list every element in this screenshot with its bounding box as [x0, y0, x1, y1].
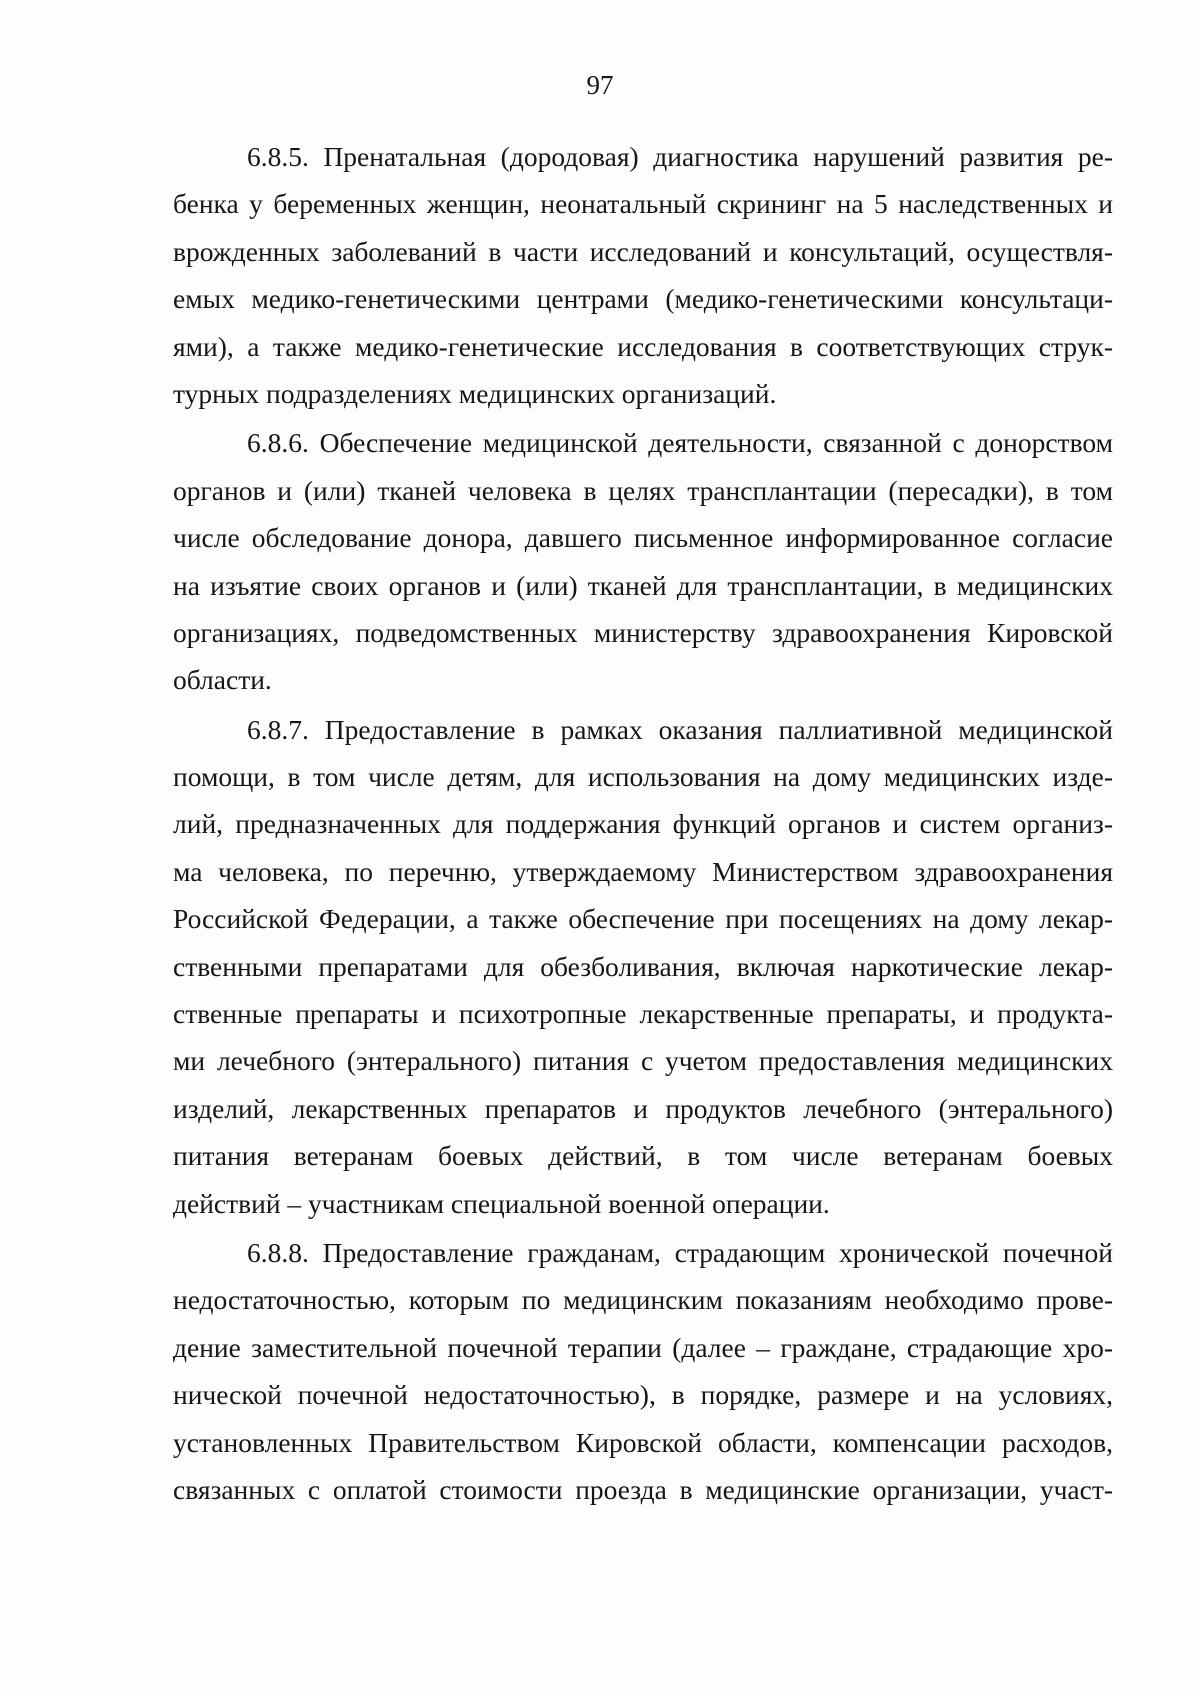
paragraph-6-8-5 — [173, 133, 1113, 417]
text-line: дение заместительной почечной терапии (далее – граждане, страдающие хро- — [173, 1331, 1113, 1363]
text-line: Российской Федерации, а также обеспечение при посещениях на дому лекар- — [173, 903, 1113, 935]
text-line: питания ветеранам боевых действий, в том числе ветеранам боевых — [173, 1140, 1113, 1172]
text-line: нической почечной недостаточностью), в порядке, размере и на условиях, — [173, 1379, 1113, 1411]
paragraph-6-8-6 — [173, 419, 1113, 703]
text-line: органов и (или) тканей человека в целях трансплантации (пересадки), в том — [173, 474, 1113, 506]
text-line: 6.8.8. Предоставление гражданам, страдающим хронической почечной — [247, 1236, 1113, 1268]
text-line: ями), а также медико-генетические исследования в соответствующих струк- — [173, 330, 1113, 362]
text-line: помощи, в том числе детям, для использования на дому медицинских изде- — [173, 761, 1113, 793]
document-body — [173, 133, 1113, 1513]
text-line: врожденных заболеваний в части исследований и консультаций, осуществля- — [173, 235, 1113, 267]
text-line: лий, предназначенных для поддержания функций органов и систем организ- — [173, 808, 1113, 840]
paragraph-6-8-8 — [173, 1229, 1113, 1513]
text-line: 6.8.5. Пренатальная (дородовая) диагностика нарушений развития ре- — [247, 141, 1113, 172]
text-line: изделий, лекарственных препаратов и продуктов лечебного (энтерального) — [173, 1092, 1113, 1124]
text-line: ми лечебного (энтерального) питания с учетом предоставления медицинских — [173, 1045, 1113, 1077]
text-line: связанных с оплатой стоимости проезда в медицинские организации, участ- — [173, 1473, 1113, 1505]
text-line: области. — [173, 664, 272, 696]
text-line: емых медико-генетическими центрами (медико-генетическими консультаци- — [173, 283, 1113, 315]
text-line: установленных Правительством Кировской области, компенсации расходов, — [173, 1426, 1113, 1458]
text-line: ственные препараты и психотропные лекарственные препараты, и продукта- — [173, 998, 1113, 1030]
text-line: бенка у беременных женщин, неонатальный скрининг на 5 наследственных и — [173, 188, 1113, 220]
text-line: ма человека, по перечню, утверждаемому Министерством здравоохранения — [173, 855, 1113, 887]
text-line: на изъятие своих органов и (или) тканей для трансплантации, в медицинских — [173, 569, 1113, 601]
text-line: ственными препаратами для обезболивания, включая наркотические лекар- — [173, 950, 1113, 982]
text-line: 6.8.6. Обеспечение медицинской деятельности, связанной с донорством — [247, 427, 1113, 459]
text-line: организациях, подведомственных министерству здравоохранения Кировской — [173, 616, 1113, 648]
text-line: числе обследование донора, давшего письменное информированное согласие — [173, 522, 1113, 554]
text-line: 6.8.7. Предоставление в рамках оказания паллиативной медицинской — [247, 713, 1113, 745]
text-line: турных подразделениях медицинских организаций. — [173, 377, 777, 409]
text-line: недостаточностью, которым по медицинским показаниям необходимо прове- — [173, 1284, 1113, 1316]
paragraph-6-8-7 — [173, 706, 1113, 1227]
page-number: 97 — [586, 70, 614, 100]
text-line: действий – участникам специальной военной операции. — [173, 1187, 830, 1219]
